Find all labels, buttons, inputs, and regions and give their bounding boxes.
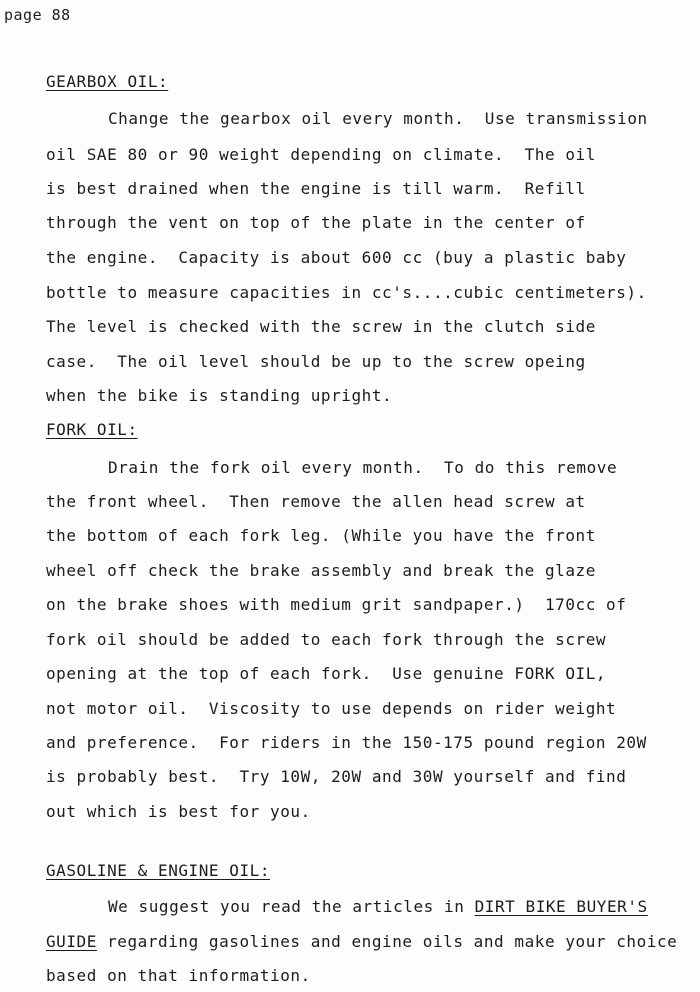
text-line: based on that information. <box>46 966 311 985</box>
text-line: bottle to measure capacities in cc's....cubic centimeters). <box>46 283 647 302</box>
section-heading-fork-oil: FORK OIL: <box>46 420 138 439</box>
text-line: is best drained when the engine is till warm. Refill <box>46 179 586 198</box>
text-line: through the vent on top of the plate in the center of <box>46 213 586 232</box>
text-line: the engine. Capacity is about 600 cc (buy a plastic baby <box>46 248 627 267</box>
section-heading-gearbox-oil: GEARBOX OIL: <box>46 72 169 91</box>
text-line: on the brake shoes with medium grit sandpaper.) 170cc of <box>46 595 627 614</box>
text-line: and preference. For riders in the 150-175 pound region 20W <box>46 733 647 752</box>
text-line: Change the gearbox oil every month. Use transmission <box>108 109 648 128</box>
text-line: not motor oil. Viscosity to use depends on rider weight <box>46 699 617 718</box>
text-line: wheel off check the brake assembly and break the glaze <box>46 561 596 580</box>
text-line: the front wheel. Then remove the allen head screw at <box>46 492 586 511</box>
publication-reference: DIRT BIKE BUYER'S <box>474 897 648 916</box>
text-span: We suggest you read the articles in <box>108 897 475 916</box>
text-line <box>108 897 648 916</box>
text-span: regarding gasolines and engine oils and make your choice <box>96 932 678 951</box>
text-line: fork oil should be added to each fork through the screw <box>46 630 607 649</box>
text-line: the bottom of each fork leg. (While you have the front <box>46 526 596 545</box>
publication-reference: GUIDE <box>46 932 97 951</box>
page-number: page 88 <box>4 6 71 24</box>
text-line <box>46 932 677 951</box>
text-line: is probably best. Try 10W, 20W and 30W yourself and find <box>46 767 627 786</box>
text-line: oil SAE 80 or 90 weight depending on climate. The oil <box>46 145 596 164</box>
text-line: case. The oil level should be up to the screw opeing <box>46 352 586 371</box>
text-line: opening at the top of each fork. Use genuine FORK OIL, <box>46 664 607 683</box>
text-line: The level is checked with the screw in the clutch side <box>46 317 596 336</box>
section-heading-gasoline-engine-oil: GASOLINE & ENGINE OIL: <box>46 861 271 880</box>
text-line: when the bike is standing upright. <box>46 386 393 405</box>
text-line: Drain the fork oil every month. To do this remove <box>108 458 618 477</box>
text-line: out which is best for you. <box>46 802 311 821</box>
